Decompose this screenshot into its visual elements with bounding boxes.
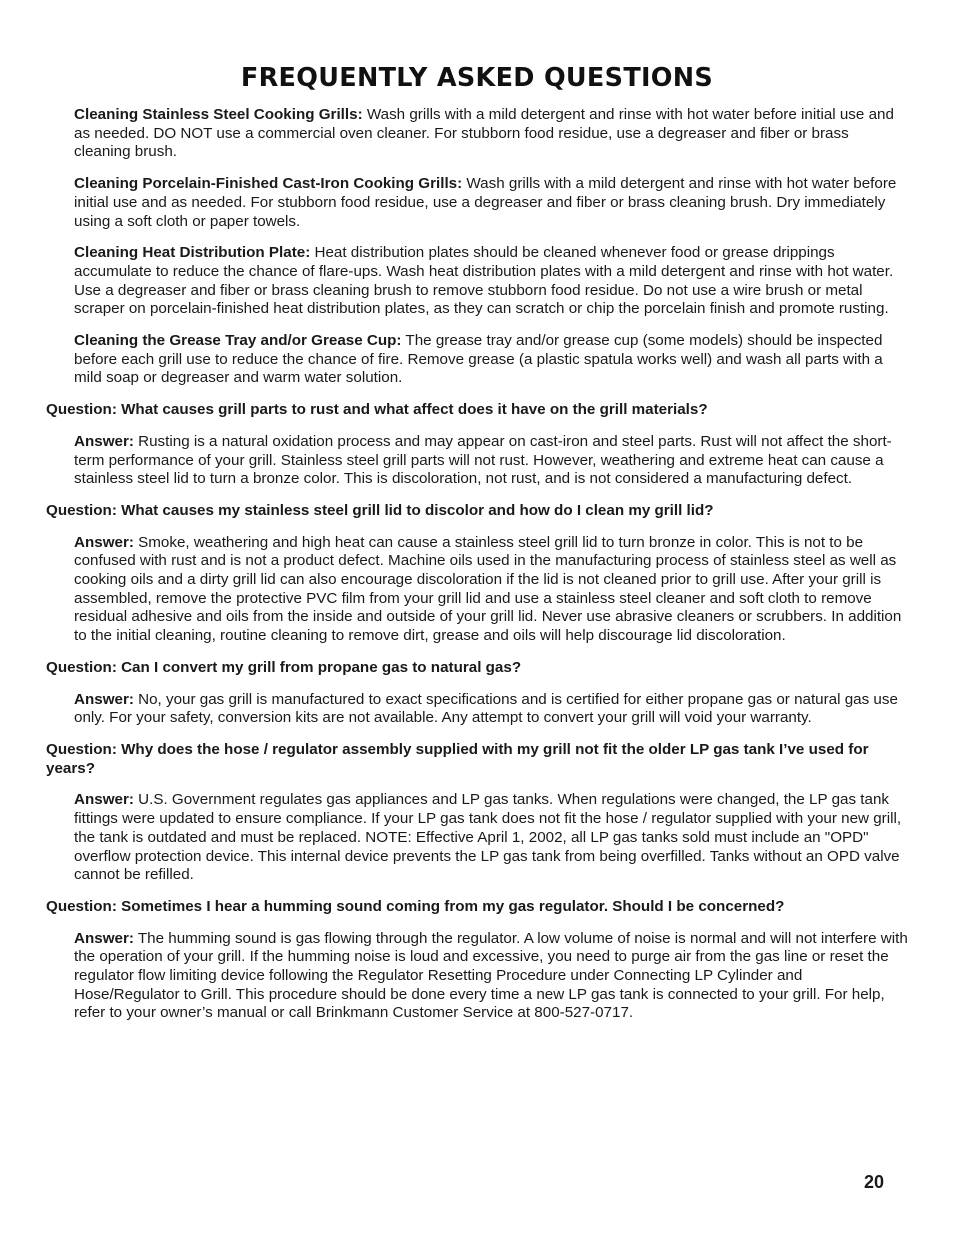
faq-answer-rust — [74, 433, 908, 489]
faq-question-humming: Question: Sometimes I hear a humming sound coming from my gas regulator. Should I be concerned? — [46, 897, 785, 915]
paragraph-text: The grease tray and/or grease cup (some models) should be inspected before each grill use to reduce the chance of fire. Remove grease (a plastic spatula works well) and wash all parts with a mild soap or degreaser and warm water solution. — [74, 332, 883, 387]
faq-answer-humming — [74, 930, 908, 1024]
answer-label: Answer: — [74, 791, 134, 809]
answer-label: Answer: — [74, 929, 134, 947]
faq-answer-hose-regulator — [74, 791, 908, 885]
faq-question-hose-regulator: Question: Why does the hose / regulator assembly supplied with my grill not fit the older LP gas tank I’ve used for years? — [46, 740, 869, 777]
answer-label: Answer: — [74, 690, 134, 708]
answer-label: Answer: — [74, 533, 134, 551]
page-number: 20 — [863, 1172, 884, 1192]
answer-text: No, your gas grill is manufactured to exact specifications and is certified for either propane gas or natural gas use only. For your safety, conversion kits are not available. Any attempt to convert your grill will void your warranty. — [74, 690, 898, 727]
faq-cleaning-stainless-grills — [74, 106, 908, 162]
answer-text: Smoke, weathering and high heat can cause a stainless steel grill lid to turn bronze in color. This is not to be confused with rust and is not a product defect. Machine oils used in the manufacturing process of stainless steel as well as cooking oils and a dirty grill lid can also encourage discoloration if the lid is not cleaned prior to grill use. After your grill is assembled, remove the protective PVC film from your grill lid and use a stainless steel cleaner and soft cloth to remove residual adhesive and oils from the inside and outside of your grill lid. Never use abrasive cleaners or scrubbers. In addition to the initial cleaning, routine cleaning to remove dirt, grease and oils will help discourage lid discoloration. — [74, 533, 902, 645]
paragraph-text: Heat distribution plates should be cleaned whenever food or grease drippings accumulate to reduce the chance of flare-ups. Wash heat distribution plates with a mild detergent and rinse with hot water. Use a degreaser and fiber or brass cleaning brush to remove stubborn food residue. Do not use a wire brush or metal scraper on porcelain-finished heat distribution plates, as they can scratch or chip the porcelain finish and promote rusting. — [74, 244, 894, 318]
faq-question-rust: Question: What causes grill parts to rust and what affect does it have on the grill materials? — [46, 401, 708, 419]
answer-text: U.S. Government regulates gas appliances and LP gas tanks. When regulations were changed, the LP gas tank fittings were updated to ensure compliance. If your LP gas tank does not fit the hose / regulator supplied with your new grill, the tank is outdated and must be replaced. NOTE: Effective April 1, 2002, all LP gas tanks sold must include an "OPD" overflow protection device. This internal device prevents the LP gas tank from being overfilled. Tanks without an OPD valve cannot be refilled. — [74, 791, 902, 884]
faq-cleaning-heat-plate — [74, 244, 908, 319]
paragraph-lead: Cleaning Porcelain-Finished Cast-Iron Cooking Grills: — [74, 175, 463, 193]
paragraph-text: Wash grills with a mild detergent and rinse with hot water before initial use and as needed. DO NOT use a commercial oven cleaner. For stubborn food residue, use a degreaser and fiber or brass cleaning brush. — [74, 106, 894, 161]
answer-text: The humming sound is gas flowing through the regulator. A low volume of noise is normal and will not interfere with the operation of your grill. If the humming noise is loud and excessive, you need to purge air from the gas line or reset the regulator flow limiting device following the Regulator Resetting Procedure under Connecting LP Cylinder and Hose/Regulator to Grill. This procedure should be done every time a new LP gas tank is connected to your grill. For help, refer to your owner’s manual or call Brinkmann Customer Service at 800-527-0717. — [74, 929, 908, 1022]
faq-answer-lid-discolor — [74, 534, 908, 646]
faq-cleaning-porcelain-grills — [74, 175, 908, 231]
page-title: FREQUENTLY ASKED QUESTIONS — [240, 63, 714, 93]
paragraph-lead: Cleaning Stainless Steel Cooking Grills: — [74, 106, 363, 123]
faq-answer-convert-gas — [74, 691, 908, 728]
faq-question-convert-gas: Question: Can I convert my grill from propane gas to natural gas? — [46, 658, 522, 676]
faq-question-lid-discolor: Question: What causes my stainless steel grill lid to discolor and how do I clean my grill lid? — [46, 501, 714, 519]
answer-text: Rusting is a natural oxidation process and may appear on cast-iron and steel parts. Rust will not affect the short-term performance of your grill. Stainless steel grill parts will not rust. However, weathering and extreme heat can cause a stainless steel lid to turn a bronze color. This is discoloration, not rust, and is not considered a manufacturing defect. — [74, 432, 892, 488]
answer-label: Answer: — [74, 432, 134, 450]
paragraph-lead: Cleaning Heat Distribution Plate: — [74, 244, 311, 262]
faq-content — [46, 106, 908, 1036]
paragraph-lead: Cleaning the Grease Tray and/or Grease Cup: — [74, 332, 402, 350]
paragraph-text: Wash grills with a mild detergent and rinse with hot water before initial use and as needed. For stubborn food residue, use a degreaser and fiber or brass cleaning brush. Dry immediately using a soft cloth or paper towels. — [74, 175, 897, 230]
faq-cleaning-grease-tray — [74, 332, 908, 388]
